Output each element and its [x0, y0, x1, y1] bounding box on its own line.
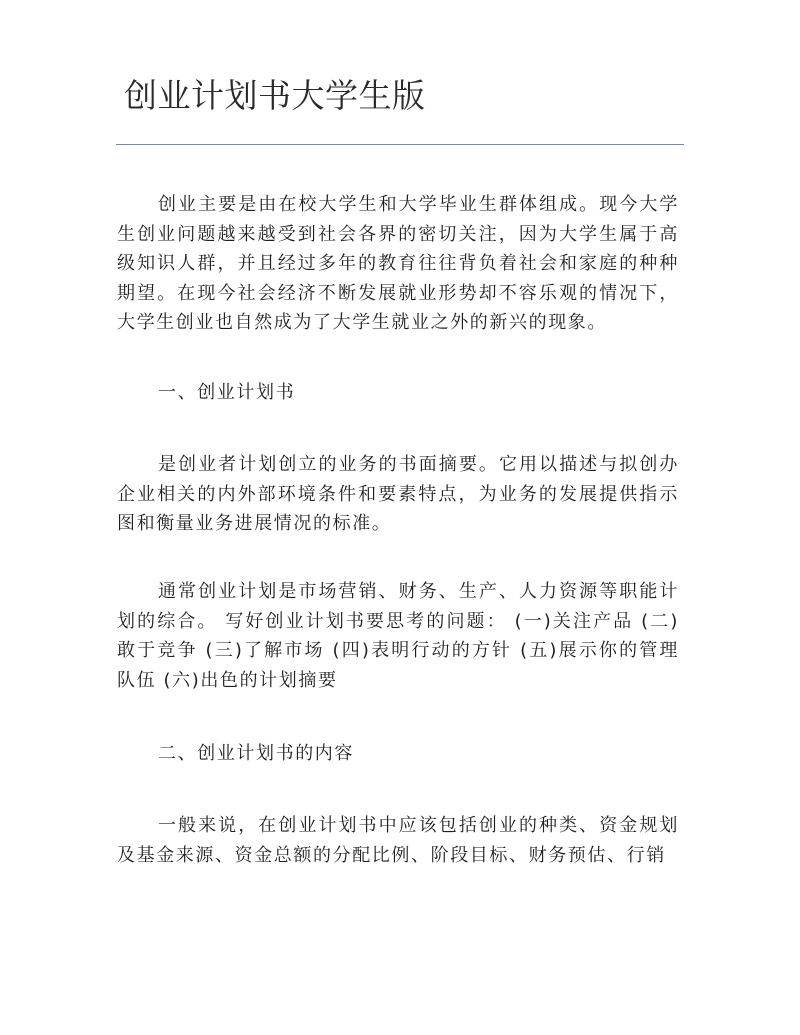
content-paragraph: 一般来说，在创业计划书中应该包括创业的种类、资金规划及基金来源、资金总额的分配比例、阶段目标、财务预估、行销: [117, 815, 679, 866]
comprehensive-paragraph: 通常创业计划是市场营销、财务、生产、人力资源等职能计划的综合。 写好创业计划书要思考的问题： (一)关注产品 (二)敢于竞争 (三)了解市场 (四)表明行动的方针 (五)展示你的管理队伍 (六)出色的计划摘要: [117, 581, 679, 691]
section-heading-one: 一、创业计划书: [158, 382, 296, 403]
intro-paragraph: 创业主要是由在校大学生和大学毕业生群体组成。现今大学生创业问题越来越受到社会各界的密切关注，因为大学生属于高级知识人群，并且经过多年的教育往往背负着社会和家庭的种种期望。在现今社会经济不断发展就业形势却不容乐观的情况下，大学生创业也自然成为了大学生就业之外的新兴的现象。: [117, 194, 679, 333]
document-title: 创业计划书大学生版: [124, 76, 426, 115]
title-divider: [116, 144, 684, 145]
definition-paragraph: 是创业者计划创立的业务的书面摘要。它用以描述与拟创办企业相关的内外部环境条件和要素特点，为业务的发展提供指示图和衡量业务进展情况的标准。: [117, 454, 679, 534]
section-heading-two: 二、创业计划书的内容: [158, 743, 354, 764]
